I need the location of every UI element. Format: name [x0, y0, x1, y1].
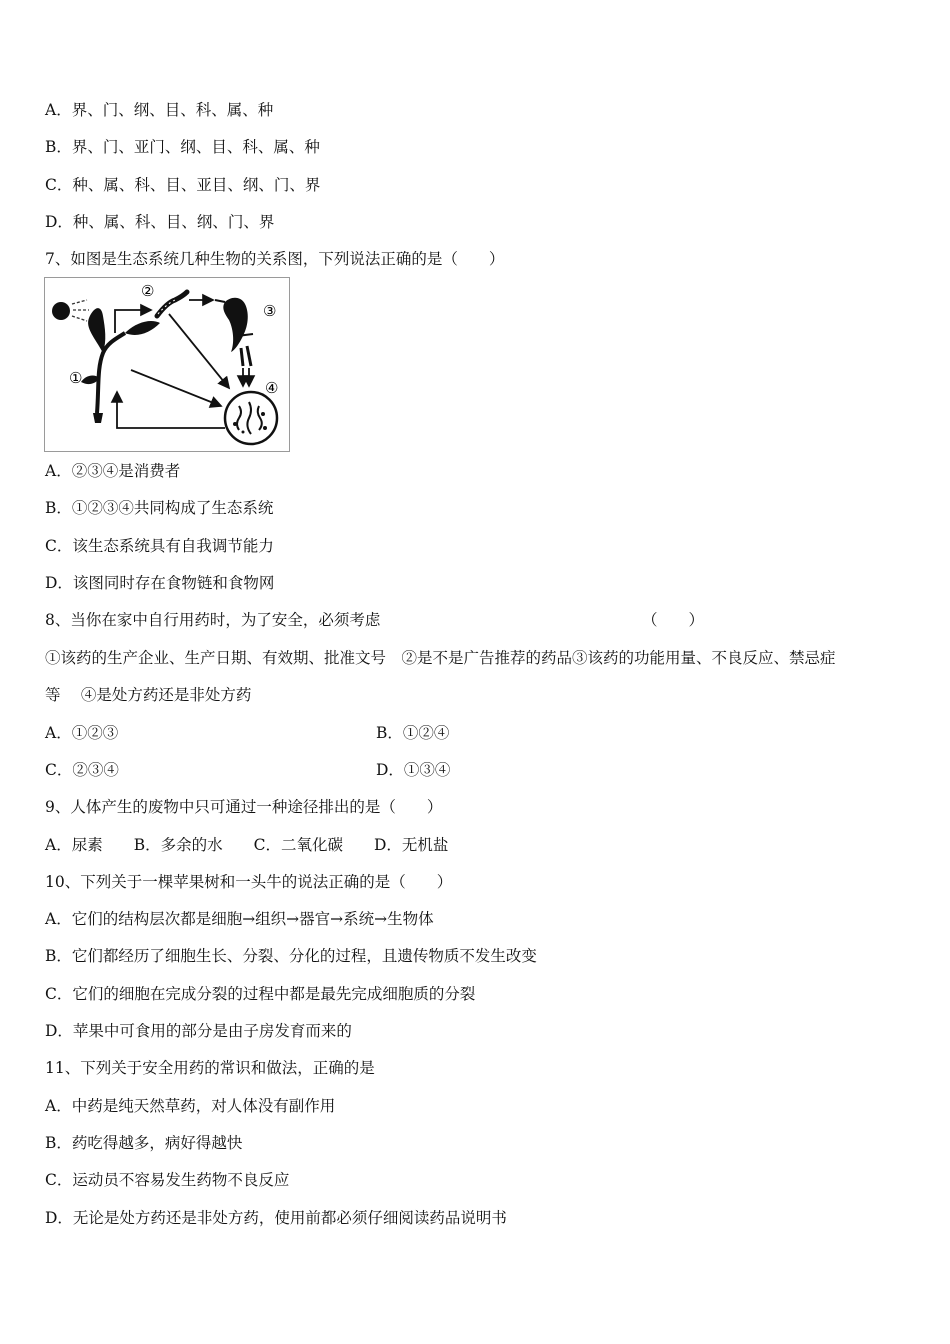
label-2: ②	[141, 282, 155, 300]
decomposer-icon	[225, 392, 277, 444]
q11-stem: 11、下列关于安全用药的常识和做法，正确的是	[45, 1059, 375, 1077]
q8-desc-line2: 等 ④是处方药还是非处方药	[45, 686, 252, 704]
q9-options: A．尿素 B．多余的水 C．二氧化碳 D．无机盐	[45, 836, 449, 854]
q6-option-b: B．界、门、亚门、纲、目、科、属、种	[45, 138, 320, 156]
q7-stem: 7、如图是生态系统几种生物的关系图，下列说法正确的是（ ）	[45, 250, 505, 268]
q8-desc-line1: ①该药的生产企业、生产日期、有效期、批准文号 ②是不是广告推荐的药品③该药的功能用量、不良反应、禁忌症	[45, 649, 836, 667]
ecosystem-diagram	[45, 278, 289, 451]
q10-option-a: A．它们的结构层次都是细胞→组织→器官→系统→生物体	[45, 910, 434, 928]
bird-icon	[215, 298, 253, 366]
q6-option-c: C．种、属、科、目、亚目、纲、门、界	[45, 176, 321, 194]
q8-stem: 8、当你在家中自行用药时，为了安全，必须考虑	[45, 611, 381, 629]
q11-option-b: B．药吃得越多，病好得越快	[45, 1134, 243, 1152]
ecosystem-figure	[44, 277, 290, 452]
q9-stem: 9、人体产生的废物中只可通过一种途径排出的是（ ）	[45, 798, 443, 816]
q8-option-d: D．①③④	[376, 761, 451, 779]
q10-stem: 10、下列关于一棵苹果树和一头牛的说法正确的是（ ）	[45, 873, 453, 891]
q11-option-a: A．中药是纯天然草药，对人体没有副作用	[45, 1097, 336, 1115]
q6-option-d: D．种、属、科、目、纲、门、界	[45, 213, 275, 231]
label-4: ④	[265, 379, 279, 397]
q8-option-c: C．②③④	[45, 761, 119, 779]
q6-option-a: A．界、门、纲、目、科、属、种	[45, 101, 274, 119]
plant-icon	[81, 308, 160, 423]
q7-option-d: D．该图同时存在食物链和食物网	[45, 574, 275, 592]
q8-option-a: A．①②③	[45, 724, 119, 742]
q11-option-d: D．无论是处方药还是非处方药，使用前都必须仔细阅读药品说明书	[45, 1209, 507, 1227]
q10-option-b: B．它们都经历了细胞生长、分裂、分化的过程，且遗传物质不发生改变	[45, 947, 537, 965]
label-1: ①	[69, 369, 83, 387]
q7-option-c: C．该生态系统具有自我调节能力	[45, 537, 274, 555]
caterpillar-icon	[157, 292, 187, 316]
q11-option-c: C．运动员不容易发生药物不良反应	[45, 1171, 290, 1189]
q8-option-b: B．①②④	[376, 724, 450, 742]
q10-option-d: D．苹果中可食用的部分是由子房发育而来的	[45, 1022, 352, 1040]
q8-answer-paren: （ ）	[642, 611, 705, 629]
q7-option-b: B．①②③④共同构成了生态系统	[45, 499, 274, 517]
sun-icon	[52, 300, 89, 321]
q10-option-c: C．它们的细胞在完成分裂的过程中都是最先完成细胞质的分裂	[45, 985, 476, 1003]
label-3: ③	[263, 302, 277, 320]
q7-option-a: A．②③④是消费者	[45, 462, 181, 480]
